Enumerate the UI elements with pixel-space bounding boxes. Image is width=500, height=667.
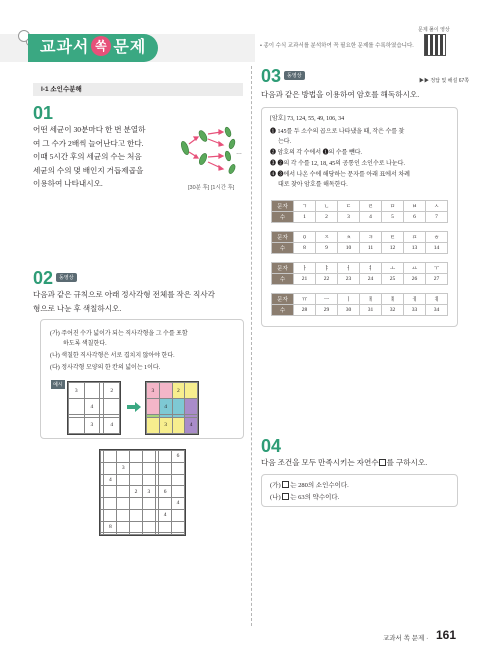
grid-cell xyxy=(172,399,185,415)
grid-cell[interactable] xyxy=(159,498,172,510)
grid-cell: 3 xyxy=(159,417,172,433)
q1-caption: [30분 후] [1시간 후] xyxy=(188,185,235,191)
table-cell-char: ㅅ xyxy=(426,201,448,212)
grid-cell[interactable] xyxy=(159,521,172,533)
table-cell-char: ㅡ xyxy=(316,294,338,305)
grid-cell[interactable]: 4 xyxy=(104,474,117,486)
grid-cell[interactable] xyxy=(172,533,185,535)
grid-cell[interactable] xyxy=(117,474,130,486)
grid-cell[interactable] xyxy=(104,451,117,463)
section-title: I-1 소인수분해 xyxy=(33,83,243,96)
table-header-char: 문자 xyxy=(272,294,294,305)
grid-cell[interactable] xyxy=(130,509,143,521)
table-cell-char: ㅑ xyxy=(316,263,338,274)
q4-condition-box xyxy=(261,474,458,507)
table-cell-num: 28 xyxy=(294,305,316,316)
code-line: ❶ 145를 두 소수의 곱으로 나타냈을 때, 작은 수를 찾 xyxy=(270,129,405,135)
grid-cell[interactable] xyxy=(172,486,185,498)
example-tag: 예시 xyxy=(53,382,63,388)
table-cell-char: ㅕ xyxy=(360,263,382,274)
grid-cell: 4 xyxy=(185,417,198,433)
example-solution-grid xyxy=(145,381,199,435)
table-cell-char: ㅇ xyxy=(294,232,316,243)
q2-condition: (나) 색칠한 직사각형은 서로 겹치지 않아야 한다. xyxy=(50,353,175,359)
table-cell-num: 10 xyxy=(338,243,360,254)
table-cell-char: ㅎ xyxy=(426,232,448,243)
grid-cell xyxy=(147,399,160,415)
grid-cell xyxy=(69,417,85,433)
grid-cell[interactable] xyxy=(130,533,143,535)
table-cell-char: ㅂ xyxy=(404,201,426,212)
table-cell-num: 14 xyxy=(426,243,448,254)
page-title xyxy=(28,34,158,62)
table-cell-char: ㅠ xyxy=(294,294,316,305)
header-note: • 종이 수식 교과서를 분석하여 꼭 필요한 문제를 수록하였습니다. xyxy=(260,43,414,49)
code-line: 대로 찾아 암호를 해독한다. xyxy=(278,182,348,188)
grid-cell[interactable] xyxy=(117,533,130,535)
table-cell-num: 24 xyxy=(360,274,382,285)
table-cell-num: 4 xyxy=(360,212,382,223)
example-grid xyxy=(67,381,121,435)
grid-cell xyxy=(147,417,160,433)
grid-cell[interactable] xyxy=(159,451,172,463)
table-cell-num: 31 xyxy=(360,305,382,316)
table-cell-num: 8 xyxy=(294,243,316,254)
q3-number-text: 03 xyxy=(261,66,282,86)
table-cell-num: 27 xyxy=(426,274,448,285)
grid-cell[interactable] xyxy=(117,509,130,521)
code-line: [암호] 73, 124, 55, 49, 106, 34 xyxy=(270,116,345,122)
grid-cell[interactable] xyxy=(104,486,117,498)
grid-cell[interactable] xyxy=(104,498,117,510)
table-cell-num: 32 xyxy=(382,305,404,316)
table-header-num: 수 xyxy=(272,243,294,254)
table-header-num: 수 xyxy=(272,212,294,223)
q2-text xyxy=(33,288,248,315)
column-divider xyxy=(251,66,252,626)
table-cell-num: 13 xyxy=(404,243,426,254)
puzzle-grid[interactable] xyxy=(99,449,186,536)
grid-cell[interactable] xyxy=(104,509,117,521)
table-cell-num: 7 xyxy=(426,212,448,223)
table-cell-num: 22 xyxy=(316,274,338,285)
table-cell-char: ㅣ xyxy=(338,294,360,305)
table-cell-num: 23 xyxy=(338,274,360,285)
table-header-char: 문자 xyxy=(272,263,294,274)
grid-cell[interactable] xyxy=(142,521,155,533)
code-table xyxy=(271,200,448,223)
code-table xyxy=(271,231,448,254)
table-cell-char: ㅔ xyxy=(404,294,426,305)
q3-intro: 다음과 같은 방법을 이용하여 암호를 해독하시오. xyxy=(261,90,420,99)
grid-cell[interactable]: 6 xyxy=(159,486,172,498)
table-cell-num: 30 xyxy=(338,305,360,316)
grid-cell[interactable] xyxy=(117,521,130,533)
grid-cell[interactable] xyxy=(142,498,155,510)
grid-cell: 3 xyxy=(69,383,85,399)
table-cell-char: ㅓ xyxy=(338,263,360,274)
code-line: ❷ 암호의 각 수에서 ❶의 수를 뺀다. xyxy=(270,150,363,156)
grid-cell[interactable]: 4 xyxy=(172,498,185,510)
table-cell-num: 33 xyxy=(404,305,426,316)
q3-number xyxy=(261,66,305,87)
grid-cell: 4 xyxy=(104,417,120,433)
q4-condition-b xyxy=(270,492,339,501)
table-cell-char: ㄴ xyxy=(316,201,338,212)
grid-cell[interactable] xyxy=(142,533,155,535)
grid-cell[interactable] xyxy=(142,509,155,521)
code-line: 는다. xyxy=(278,139,292,145)
grid-cell[interactable] xyxy=(104,533,117,535)
table-cell-char: ㅒ xyxy=(382,294,404,305)
grid-cell[interactable] xyxy=(159,462,172,474)
table-cell-num: 12 xyxy=(382,243,404,254)
title-mid: 쏙 xyxy=(91,36,111,56)
q1-line: 이용하여 나타내시오. xyxy=(33,179,103,188)
grid-cell[interactable] xyxy=(142,462,155,474)
qr-label: 문제 풀이 영상 xyxy=(418,27,450,33)
grid-cell[interactable] xyxy=(172,462,185,474)
table-cell-char: ㄷ xyxy=(338,201,360,212)
cond-label: (가) xyxy=(270,482,281,489)
table-cell-num: 5 xyxy=(382,212,404,223)
grid-cell[interactable] xyxy=(117,486,130,498)
grid-cell: 4 xyxy=(84,399,100,415)
cond-text: 는 63의 약수이다. xyxy=(290,494,340,501)
q2-line: 다음과 같은 규칙으로 아래 정사각형 전체를 작은 직사각 xyxy=(33,290,216,299)
table-cell-num: 6 xyxy=(404,212,426,223)
table-cell-num: 21 xyxy=(294,274,316,285)
blank-box-icon xyxy=(282,493,289,500)
grid-cell[interactable]: 2 xyxy=(130,486,143,498)
table-cell-num: 29 xyxy=(316,305,338,316)
grid-cell xyxy=(69,399,85,415)
q1-number: 01 xyxy=(33,103,54,123)
grid-cell[interactable] xyxy=(172,521,185,533)
table-cell-char: ㅋ xyxy=(360,232,382,243)
grid-cell: 2 xyxy=(172,383,185,399)
grid-cell: 3 xyxy=(147,383,160,399)
table-cell-char: ㅍ xyxy=(404,232,426,243)
grid-cell[interactable]: 8 xyxy=(104,521,117,533)
table-cell-char: ㅖ xyxy=(426,294,448,305)
q2-condition: (가) 주어진 수가 넓이가 되는 직사각형을 그 수를 포함 xyxy=(50,331,188,337)
code-line: ❹ ❸에서 나온 수에 해당하는 문자를 아래 표에서 차례 xyxy=(270,172,410,178)
q1-text xyxy=(33,123,183,191)
table-header-num: 수 xyxy=(272,305,294,316)
table-cell-num: 11 xyxy=(360,243,382,254)
cond-text: 는 280의 소인수이다. xyxy=(290,482,349,489)
grid-cell[interactable] xyxy=(117,451,130,463)
q4-intro-pre: 다음 조건을 모두 만족시키는 자연수 xyxy=(261,458,379,467)
table-header-char: 문자 xyxy=(272,201,294,212)
q4-intro xyxy=(261,457,427,468)
table-cell-num: 2 xyxy=(316,212,338,223)
q1-line: 여 그 수가 2배씩 늘어난다고 한다. xyxy=(33,138,144,148)
grid-cell[interactable] xyxy=(130,498,143,510)
blank-box-icon xyxy=(379,459,386,466)
page-number: 161 xyxy=(436,628,457,642)
footer-label: 교과서 쏙 문제 · xyxy=(383,635,429,642)
q1-line: 이때 5시간 후의 세균의 수는 처음 xyxy=(33,152,142,161)
grid-cell[interactable] xyxy=(117,498,130,510)
grid-cell: 3 xyxy=(84,417,100,433)
q2-condition: (다) 정사각형 모양의 한 칸의 넓이는 1이다. xyxy=(50,365,161,371)
table-header-char: 문자 xyxy=(272,232,294,243)
grid-cell[interactable] xyxy=(142,451,155,463)
arrow-right-icon xyxy=(127,402,141,412)
table-cell-char: ㅏ xyxy=(294,263,316,274)
table-header-num: 수 xyxy=(272,274,294,285)
qr-code-icon[interactable] xyxy=(424,34,446,56)
q4-intro-post: 를 구하시오. xyxy=(386,458,428,467)
video-badge[interactable]: 동영상 xyxy=(284,71,305,80)
svg-text:…: … xyxy=(236,150,242,156)
grid-cell xyxy=(172,417,185,433)
table-cell-char: ㅗ xyxy=(382,263,404,274)
table-cell-num: 25 xyxy=(382,274,404,285)
code-table xyxy=(271,293,448,316)
table-cell-char: ㅊ xyxy=(338,232,360,243)
title-post: 문제 xyxy=(113,39,147,56)
table-cell-char: ㅌ xyxy=(382,232,404,243)
grid-cell: 2 xyxy=(104,383,120,399)
table-cell-num: 3 xyxy=(338,212,360,223)
answer-reference: ▶▶ 정답 및 해설 67쪽 xyxy=(419,78,470,84)
grid-cell[interactable] xyxy=(142,474,155,486)
table-cell-char: ㅈ xyxy=(316,232,338,243)
table-cell-char: ㅐ xyxy=(360,294,382,305)
table-cell-char: ㄱ xyxy=(294,201,316,212)
q2-line: 형으로 나눈 후 색칠하시오. xyxy=(33,303,122,313)
grid-cell[interactable]: 6 xyxy=(172,451,185,463)
table-cell-num: 9 xyxy=(316,243,338,254)
q3-code-box xyxy=(261,107,458,327)
grid-cell[interactable] xyxy=(104,462,117,474)
q2-number-text: 02 xyxy=(33,268,54,288)
grid-cell xyxy=(185,399,198,415)
table-cell-char: ㅜ xyxy=(426,263,448,274)
q2-number xyxy=(33,268,77,289)
grid-cell xyxy=(185,383,198,399)
cond-label: (나) xyxy=(270,494,281,501)
grid-cell[interactable]: 4 xyxy=(159,509,172,521)
grid-cell xyxy=(104,399,120,415)
table-cell-num: 1 xyxy=(294,212,316,223)
grid-cell xyxy=(159,383,172,399)
q2-condition: 하도록 색칠한다. xyxy=(63,341,107,347)
blank-box-icon xyxy=(282,481,289,488)
video-badge[interactable]: 동영상 xyxy=(56,273,77,282)
grid-cell[interactable] xyxy=(159,533,172,535)
grid-cell[interactable] xyxy=(172,509,185,521)
grid-cell[interactable] xyxy=(130,462,143,474)
grid-cell[interactable] xyxy=(172,474,185,486)
grid-cell xyxy=(84,383,100,399)
bacteria-illustration xyxy=(176,126,246,181)
table-cell-char: ㅁ xyxy=(382,201,404,212)
table-cell-num: 34 xyxy=(426,305,448,316)
grid-cell: 4 xyxy=(159,399,172,415)
q4-condition-a xyxy=(270,480,349,489)
title-pre: 교과서 xyxy=(40,39,90,56)
code-line: ❸ ❷의 각 수를 12, 18, 45의 공통인 소인수로 나눈다. xyxy=(270,161,405,167)
grid-cell[interactable] xyxy=(159,474,172,486)
grid-cell[interactable] xyxy=(130,474,143,486)
q1-line: 어떤 세균이 30분마다 한 번 분열하 xyxy=(33,125,146,134)
table-cell-num: 26 xyxy=(404,274,426,285)
code-table xyxy=(271,262,448,285)
grid-cell[interactable] xyxy=(130,521,143,533)
grid-cell[interactable]: 3 xyxy=(117,462,130,474)
table-cell-char: ㅛ xyxy=(404,263,426,274)
q4-number: 04 xyxy=(261,436,282,456)
grid-cell[interactable] xyxy=(130,451,143,463)
table-cell-char: ㄹ xyxy=(360,201,382,212)
grid-cell[interactable]: 3 xyxy=(142,486,155,498)
q1-line: 세균의 수의 몇 배인지 거듭제곱을 xyxy=(33,165,144,175)
